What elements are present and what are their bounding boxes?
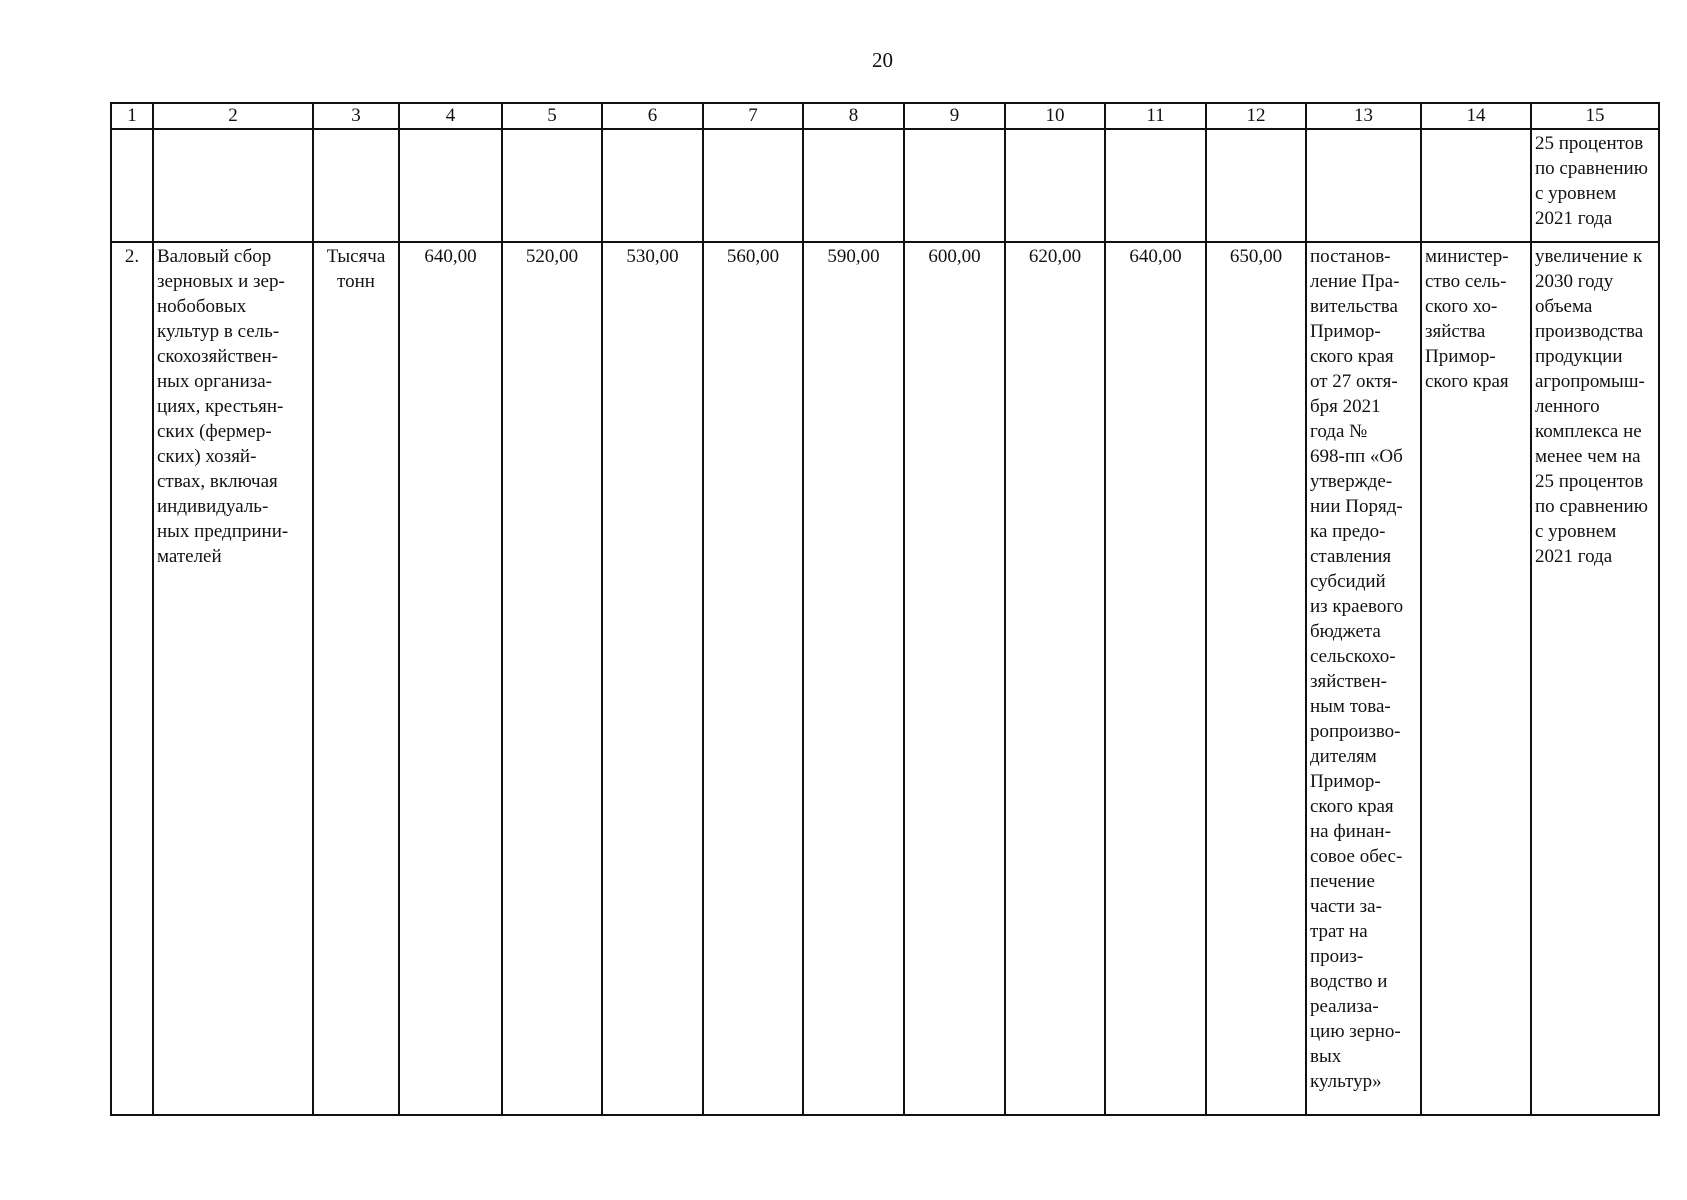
value-cell: 530,00 — [602, 242, 703, 1115]
table-cell — [1421, 129, 1531, 242]
table-cell — [111, 129, 153, 242]
column-header: 1 — [111, 103, 153, 129]
column-header: 11 — [1105, 103, 1206, 129]
table-cell — [904, 129, 1005, 242]
column-header: 5 — [502, 103, 602, 129]
column-header: 8 — [803, 103, 904, 129]
table-cell — [602, 129, 703, 242]
value-cell: 520,00 — [502, 242, 602, 1115]
table-cell — [1206, 129, 1306, 242]
table-cell — [703, 129, 803, 242]
table-cell — [1005, 129, 1105, 242]
value-cell: 600,00 — [904, 242, 1005, 1115]
table-header-row — [111, 103, 1659, 129]
value-cell: 620,00 — [1005, 242, 1105, 1115]
unit-cell: Тысяча тонн — [313, 242, 399, 1115]
value-cell: 560,00 — [703, 242, 803, 1115]
table-cell — [1105, 129, 1206, 242]
column-header: 14 — [1421, 103, 1531, 129]
column-header: 6 — [602, 103, 703, 129]
table-cell — [313, 129, 399, 242]
table-cell — [1306, 129, 1421, 242]
result-continuation-cell: 25 процентов по сравнению с уровнем 2021 года — [1531, 129, 1659, 242]
indicator-name-cell: Валовый сбор зерновых и зер- нобобовых культур в сель- скохозяйствен- ных организа- циях, крестьян- ских (фермер- ских) хозяй- ствах, включая индивидуаль- ных предприни- мателей — [153, 242, 313, 1115]
indicator-table — [110, 102, 1660, 1116]
value-cell: 640,00 — [399, 242, 502, 1115]
table-row — [111, 242, 1659, 1115]
result-cell: увеличение к 2030 году объема производства продукции агропромыш- ленного комплекса не менее чем на 25 процентов по сравнению с уровнем 2021 года — [1531, 242, 1659, 1115]
column-header: 3 — [313, 103, 399, 129]
page-number: 20 — [872, 48, 893, 72]
column-header: 12 — [1206, 103, 1306, 129]
column-header: 7 — [703, 103, 803, 129]
column-header: 9 — [904, 103, 1005, 129]
column-header: 4 — [399, 103, 502, 129]
value-cell: 640,00 — [1105, 242, 1206, 1115]
column-header: 2 — [153, 103, 313, 129]
row-index: 2. — [111, 242, 153, 1115]
table-cell — [803, 129, 904, 242]
table-row — [111, 129, 1659, 242]
value-cell: 590,00 — [803, 242, 904, 1115]
responsible-cell: министер- ство сель- ского хо- зяйства Примор- ского края — [1421, 242, 1531, 1115]
value-cell: 650,00 — [1206, 242, 1306, 1115]
column-header: 10 — [1005, 103, 1105, 129]
table-cell — [153, 129, 313, 242]
table-cell — [399, 129, 502, 242]
table-cell — [502, 129, 602, 242]
column-header: 13 — [1306, 103, 1421, 129]
column-header: 15 — [1531, 103, 1659, 129]
document-cell: постанов- ление Пра- вительства Примор- ского края от 27 октя- бря 2021 года № 698-пп «Об утвержде- нии Поряд- ка предо- ставления субсидий из краевого бюджета сельскохо- зяйствен- ным това- ропроизво- дителям Примор- ского края на финан- совое обес- печение части за- трат на произ- водство и реализа- цию зерно- вых культур» — [1306, 242, 1421, 1115]
